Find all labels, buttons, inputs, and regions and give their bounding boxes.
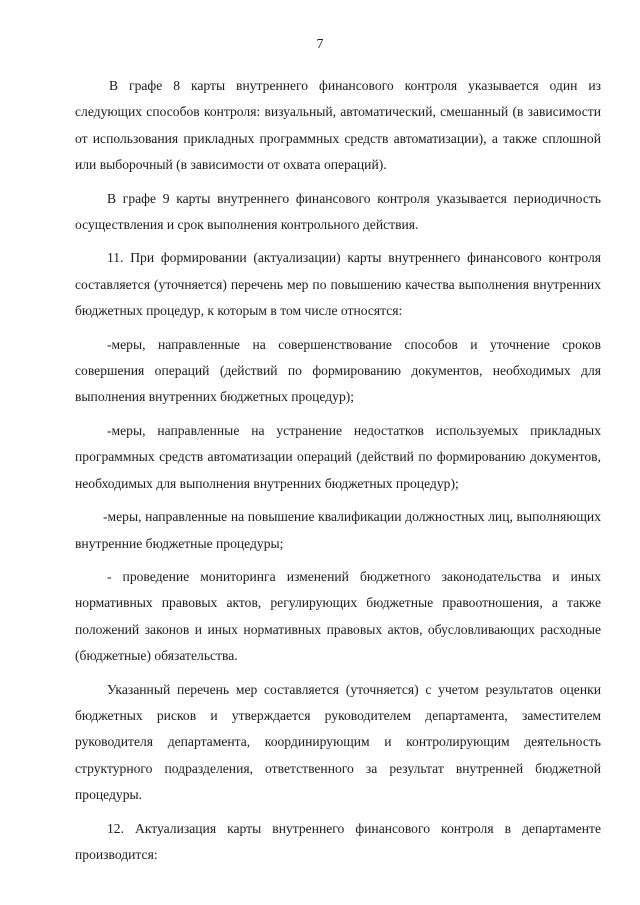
page-number: 7 — [316, 36, 324, 51]
paragraph-measure-software: -меры, направленные на устранение недостатков используемых прикладных программных средств автоматизации операций (действий по формированию документов, необходимых для выполнения внутренних бюджетных процедур); — [75, 422, 601, 491]
paragraph-item-11: 11. При формировании (актуализации) карты внутреннего финансового контроля составляется (уточняется) перечень мер по повышению качества выполнения внутренних бюджетных процедур, к которым в том числе относятся: — [75, 250, 601, 319]
paragraph-item-12: 12. Актуализация карты внутреннего финансового контроля в департаменте производится: — [75, 820, 601, 862]
paragraph-column-8: В графе 8 карты внутреннего финансового контроля указывается один из следующих способов контроля: визуальный, автоматический, смешанный (в зависимости от использования прикладных программных средств автоматизации), а также сплошной или выборочный (в зависимости от охвата операций). — [75, 78, 601, 173]
paragraph-column-9: В графе 9 карты внутреннего финансового контроля указывается периодичность осуществления и срок выполнения контрольного действия. — [75, 190, 601, 233]
paragraph-measure-qualification: -меры, направленные на повышение квалификации должностных лиц, выполняющих внутренние бюджетные процедуры; — [75, 509, 601, 551]
paragraph-measures-list-approval: Указанный перечень мер составляется (уточняется) с учетом результатов оценки бюджетных рисков и утверждается руководителем департамента, заместителем руководителя департамента, координирующим и контролирующим деятельность структурного подразделения, ответственного за результат внутренней бюджетной процедуры. — [75, 681, 601, 803]
paragraph-measure-operations: -меры, направленные на совершенствование способов и уточнение сроков совершения операций (действий по формированию документов, необходимых для выполнения внутренних бюджетных процедур); — [75, 336, 601, 405]
document-body — [75, 73, 601, 875]
paragraph-measure-monitoring: - проведение мониторинга изменений бюджетного законодательства и иных нормативных правовых актов, регулирующих бюджетные правоотношения, а также положений законов и иных нормативных правовых актов, обусловливающих расходные (бюджетные) обязательства. — [75, 568, 601, 664]
